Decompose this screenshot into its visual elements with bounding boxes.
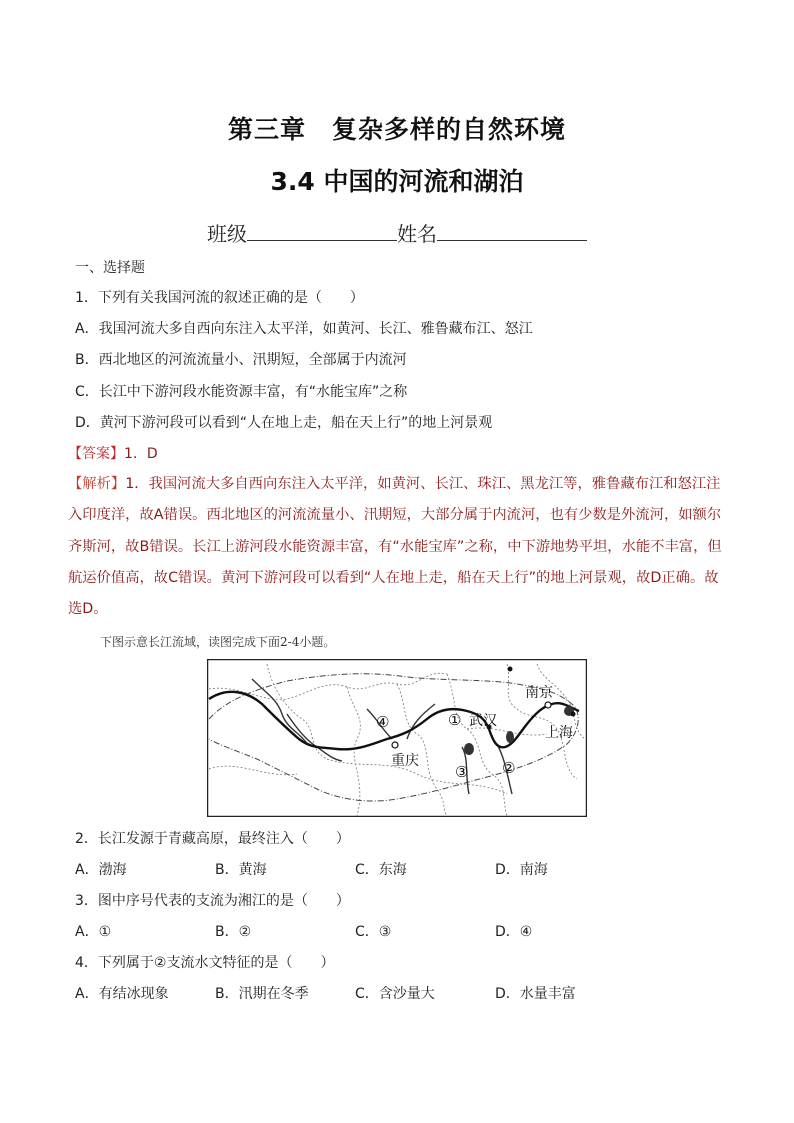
nanjing-dot bbox=[545, 702, 551, 708]
q3-stem: 3．图中序号代表的支流为湘江的是（ ） bbox=[75, 893, 350, 909]
shanghai-dot bbox=[571, 712, 576, 717]
q3-option-b: B．② bbox=[215, 924, 252, 940]
q2-option-c: C．东海 bbox=[355, 862, 407, 878]
q4-option-c: C．含沙量大 bbox=[355, 986, 435, 1002]
q4-stem: 4．下列属于②支流水文特征的是（ ） bbox=[75, 955, 335, 971]
analysis-label: 【解析】 bbox=[68, 476, 126, 492]
q2-option-a: A．渤海 bbox=[75, 862, 127, 878]
name-line bbox=[0, 218, 794, 247]
chapter-title: 第三章 复杂多样的自然环境 bbox=[227, 115, 566, 144]
label-chongqing: 重庆 bbox=[391, 753, 419, 769]
q3-option-d: D．④ bbox=[495, 924, 533, 940]
q3-option-c: C．③ bbox=[355, 924, 392, 940]
q1-option-c: C．长江中下游河段水能资源丰富，有“水能宝库”之称 bbox=[75, 384, 408, 400]
class-blank[interactable] bbox=[247, 222, 397, 241]
q4-option-a: A．有结冰现象 bbox=[75, 986, 169, 1002]
q1-analysis bbox=[68, 469, 728, 625]
answer-label: 【答案】 bbox=[68, 446, 124, 462]
name-blank[interactable] bbox=[437, 222, 587, 241]
q2-stem: 2．长江发源于青藏高原，最终注入（ ） bbox=[75, 831, 350, 847]
q2-option-b: B．黄海 bbox=[215, 862, 267, 878]
q3-options bbox=[75, 922, 635, 942]
q1-stem: 1．下列有关我国河流的叙述正确的是（ ） bbox=[75, 290, 364, 306]
q1-option-a: A．我国河流大多自西向东注入太平洋，如黄河、长江、雅鲁藏布江、怒江 bbox=[75, 321, 533, 337]
dongting-lake bbox=[464, 743, 474, 755]
chongqing-dot bbox=[392, 742, 398, 748]
section-title: 3.4 中国的河流和湖泊 bbox=[270, 167, 524, 196]
label-2: ② bbox=[502, 759, 516, 777]
q4-options bbox=[75, 984, 635, 1004]
analysis-text: 1．我国河流大多自西向东注入太平洋，如黄河、长江、珠江、黑龙江等，雅鲁藏布江和怒江注入印度洋，故A错误。西北地区的河流流量小、汛期短，大部分属于内流河，也有少数是外流河，如额尔齐斯河，故B错误。长江上游河段水能资源丰富，有“水能宝库”之称，中下游地势平坦，水能不丰富，但航运价值高，故C错误。黄河下游河段可以看到“人在地上走，船在天上行”的地上河景观，故D正确。故选D。 bbox=[68, 476, 722, 618]
q1-option-b: B．西北地区的河流流量小、汛期短，全部属于内流河 bbox=[75, 352, 407, 368]
q2-option-d: D．南海 bbox=[495, 862, 548, 878]
label-1: ① bbox=[448, 711, 462, 729]
city-dot bbox=[508, 667, 513, 672]
q4-option-b: B．汛期在冬季 bbox=[215, 986, 309, 1002]
answer-value: 1．D bbox=[124, 446, 158, 462]
q2-options bbox=[75, 860, 635, 880]
label-shanghai: 上海 bbox=[545, 725, 573, 741]
label-nanjing: 南京 bbox=[525, 685, 553, 701]
map-caption: 下图示意长江流域，读图完成下面2-4小题。 bbox=[100, 635, 336, 649]
q1-answer bbox=[68, 444, 158, 464]
name-label: 姓名 bbox=[397, 222, 437, 246]
label-3: ③ bbox=[455, 763, 469, 781]
section-heading: 一、选择题 bbox=[75, 260, 145, 276]
label-wuhan: 武汉 bbox=[469, 713, 497, 729]
q1-option-d: D．黄河下游河段可以看到“人在地上走，船在天上行”的地上河景观 bbox=[75, 415, 493, 431]
class-label: 班级 bbox=[207, 222, 247, 246]
label-4: ④ bbox=[376, 713, 390, 731]
poyang-lake bbox=[506, 731, 514, 743]
q3-option-a: A．① bbox=[75, 924, 112, 940]
q4-option-d: D．水量丰富 bbox=[495, 986, 576, 1002]
yangtze-basin-map bbox=[207, 659, 587, 817]
